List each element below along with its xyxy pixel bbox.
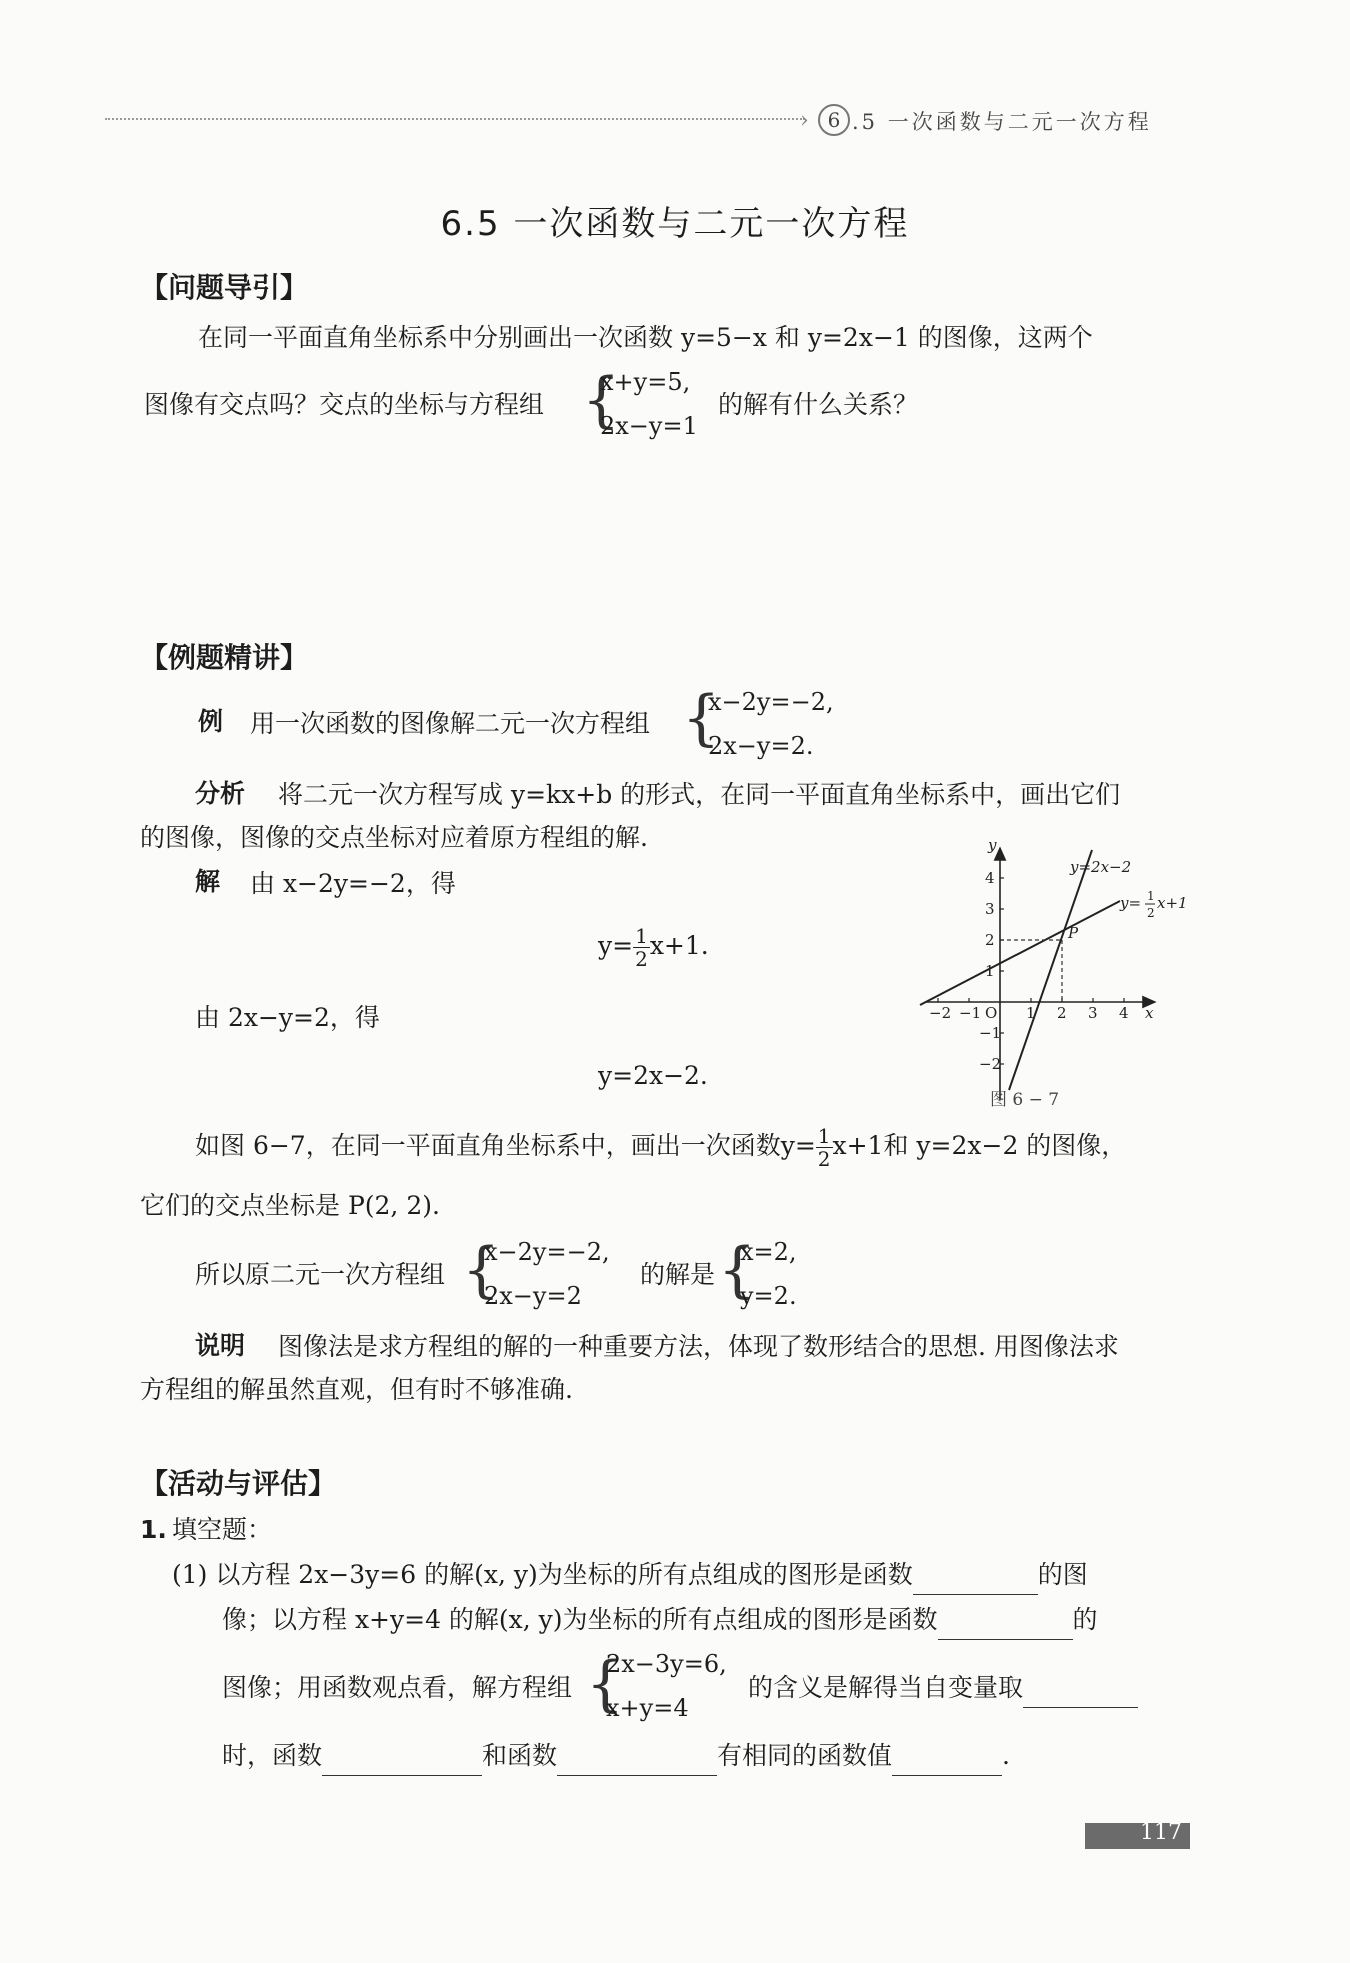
- blank-2[interactable]: [938, 1611, 1073, 1640]
- solution-eq1: y= $\frac{1}{2}$ x+1.: [598, 924, 709, 971]
- axis-ticks: [938, 878, 1124, 1064]
- line-label-half-x-post: x+1: [1157, 894, 1188, 912]
- x-axis-label: x: [1145, 1004, 1154, 1022]
- blank-6[interactable]: [892, 1747, 1002, 1776]
- solution-brace: {: [718, 1235, 757, 1305]
- guide-system: x+y=5, 2x−y=1: [600, 368, 698, 440]
- analysis-line2: 的图像，图像的交点坐标对应着原方程组的解.: [140, 823, 648, 852]
- guide-line2-pre: 图像有交点吗？交点的坐标与方程组: [144, 390, 545, 419]
- x-tick-4: 4: [1119, 1004, 1129, 1022]
- blank-4[interactable]: [322, 1747, 482, 1776]
- example-text: 用一次函数的图像解二元一次方程组: [250, 709, 651, 738]
- conclusion-brace: {: [462, 1235, 501, 1305]
- s1-brace: {: [586, 1649, 625, 1719]
- example-brace: {: [682, 683, 721, 753]
- header-rule: [105, 118, 805, 120]
- q1-text: 填空题：: [172, 1515, 273, 1544]
- header-arrow-icon: ›: [800, 108, 809, 133]
- y-tick-2: 2: [985, 931, 995, 949]
- line-label-half-x-num: 1: [1147, 889, 1155, 903]
- analysis-line1: 将二元一次方程写成 y=kx+b 的形式，在同一平面直角坐标系中，画出它们: [278, 780, 1121, 809]
- origin-label: O: [985, 1004, 998, 1022]
- solution-label: 解: [195, 867, 221, 896]
- solution-step1: 由 x−2y=−2，得: [250, 869, 456, 898]
- s1-line4: 时，函数 和函数 有相同的函数值 .: [222, 1736, 1010, 1776]
- s1-line3-post: 的含义是解得当自变量取: [748, 1668, 1138, 1708]
- y-tick-neg1: −1: [979, 1024, 1002, 1042]
- y-tick-1: 1: [985, 962, 995, 980]
- solution-eq2: y=2x−2.: [598, 1061, 708, 1090]
- x-tick-neg1: −1: [959, 1004, 982, 1022]
- y-tick-4: 4: [985, 869, 995, 887]
- line-half-x-plus-1: [920, 901, 1120, 1005]
- solution-system: x=2, y=2.: [740, 1238, 797, 1310]
- s1-line2: 像；以方程 x+y=4 的解(x, y)为坐标的所有点组成的图形是函数 的: [222, 1600, 1098, 1640]
- line-label-half-x-den: 2: [1147, 906, 1155, 920]
- conclusion-system: x−2y=−2, 2x−y=2: [484, 1238, 610, 1310]
- blank-5[interactable]: [557, 1747, 717, 1776]
- y-tick-neg2: −2: [979, 1055, 1002, 1073]
- y-axis-label: y: [988, 836, 997, 854]
- point-p-label: P: [1068, 924, 1079, 942]
- figure-caption: 图 6 − 7: [990, 1090, 1060, 1110]
- conclusion-pre: 所以原二元一次方程组: [195, 1260, 446, 1289]
- blank-1[interactable]: [913, 1566, 1038, 1595]
- x-tick-1: 1: [1026, 1004, 1036, 1022]
- note-line2: 方程组的解虽然直观，但有时不够准确.: [140, 1375, 573, 1404]
- conclusion-mid: 的解是: [640, 1260, 716, 1289]
- note-label: 说明: [195, 1331, 246, 1360]
- line-label-2x-minus-2: y=2x−2: [1070, 858, 1132, 876]
- example-heading: 【例题精讲】: [140, 641, 309, 674]
- q1-label: 1.: [140, 1515, 167, 1544]
- analysis-label: 分析: [195, 779, 246, 808]
- activity-heading: 【活动与评估】: [140, 1467, 337, 1500]
- blank-3[interactable]: [1023, 1679, 1138, 1708]
- y-tick-3: 3: [985, 900, 995, 918]
- figure-6-7: [905, 830, 1195, 1110]
- x-tick-2: 2: [1057, 1004, 1067, 1022]
- solution-step2: 由 2x−y=2，得: [195, 1003, 380, 1032]
- note-line1: 图像法是求方程组的解的一种重要方法，体现了数形结合的思想. 用图像法求: [278, 1332, 1119, 1361]
- x-tick-neg2: −2: [929, 1004, 952, 1022]
- guide-brace: {: [582, 365, 621, 435]
- line-label-half-x-prefix: y=: [1120, 894, 1142, 912]
- page-number: 117: [1140, 1820, 1182, 1845]
- guide-line1: 在同一平面直角坐标系中分别画出一次函数 y=5−x 和 y=2x−1 的图像，这两个: [198, 323, 1093, 352]
- x-tick-3: 3: [1088, 1004, 1098, 1022]
- guide-heading: 【问题导引】: [140, 271, 309, 304]
- s1-system: 2x−3y=6, x+y=4: [606, 1650, 727, 1722]
- header-section-title: .5 一次函数与二元一次方程: [852, 110, 1152, 134]
- example-system: x−2y=−2, 2x−y=2.: [708, 688, 834, 760]
- line-2x-minus-2: [1009, 850, 1092, 1090]
- example-label: 例: [198, 707, 224, 736]
- page-title: 6.5 一次函数与二元一次方程: [440, 204, 910, 244]
- s1-line1: (1) 以方程 2x−3y=6 的解(x, y)为坐标的所有点组成的图形是函数 的图: [172, 1555, 1088, 1595]
- header-section-circle: 6: [818, 104, 850, 136]
- s1-line3-pre: 图像；用函数观点看，解方程组: [222, 1673, 573, 1702]
- solution-para1: 如图 6−7，在同一平面直角坐标系中，画出一次函数y= $\frac{1}{2}$ x+1和 y=2x−2 的图像，: [195, 1124, 1127, 1171]
- solution-para2: 它们的交点坐标是 P(2, 2).: [140, 1191, 440, 1220]
- guide-line2-post: 的解有什么关系？: [718, 390, 919, 419]
